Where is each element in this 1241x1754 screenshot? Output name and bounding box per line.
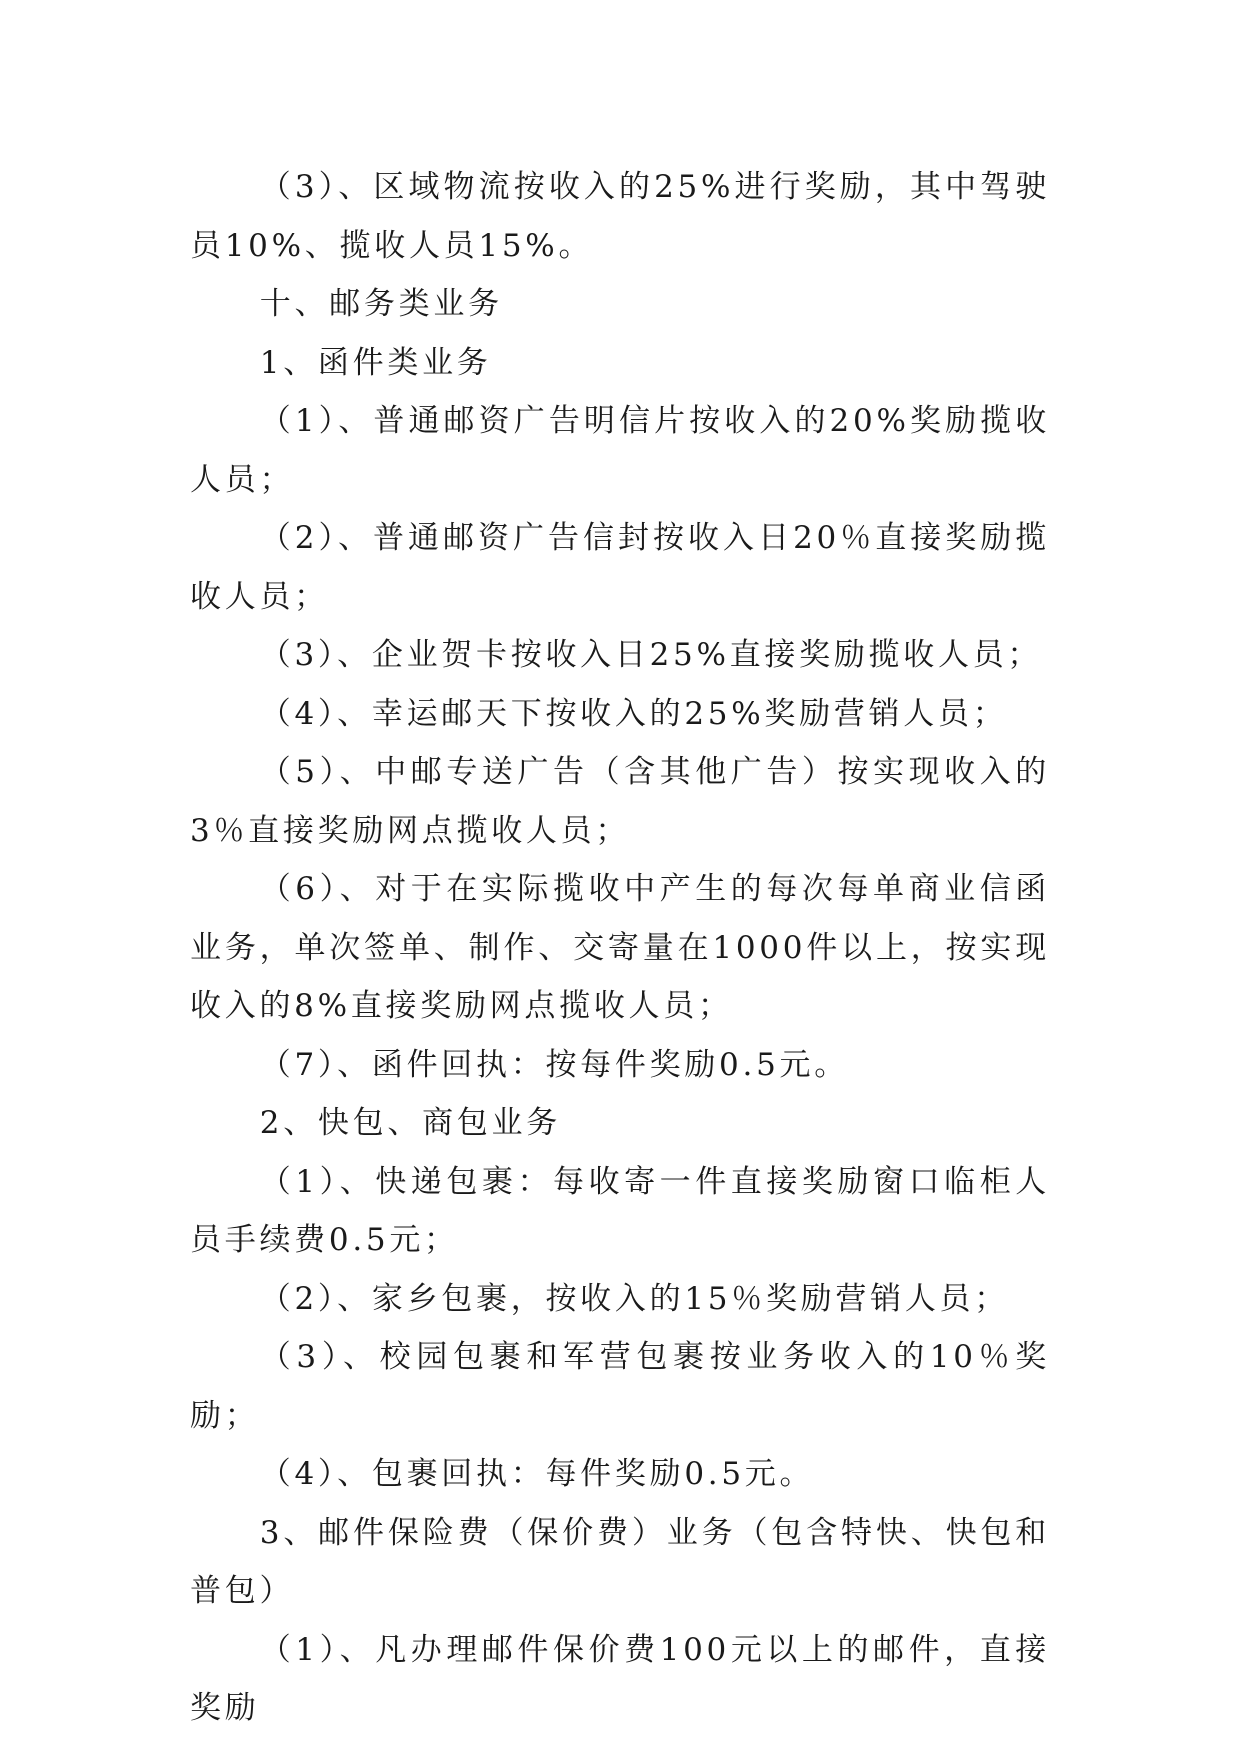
paragraph-item: （1）、快递包裹：每收寄一件直接奖励窗口临柜人员手续费0.5元； (190, 1163, 1050, 1258)
paragraph-item: （2）、普通邮资广告信封按收入日20％直接奖励揽收人员； (190, 520, 1050, 615)
paragraph-item: （1）、普通邮资广告明信片按收入的20%奖励揽收人员； (190, 403, 1050, 498)
paragraph-item: （4）、包裹回执：每件奖励0.5元。 (259, 1456, 815, 1492)
paragraph-item: （3）、校园包裹和军营包裹按业务收入的10％奖励； (190, 1339, 1050, 1434)
subsection-heading-insurance-business: 3、邮件保险费（保价费）业务（包含特快、快包和普包） (190, 1514, 1050, 1609)
subsection-heading-letter-business: 1、函件类业务 (259, 344, 492, 381)
section-heading-postal-business: 十、邮务类业务 (259, 286, 503, 322)
paragraph-item: （7）、函件回执：按每件奖励0.5元。 (259, 1046, 849, 1083)
paragraph-item: （4）、幸运邮天下按收入的25%奖励营销人员； (259, 695, 1008, 732)
paragraph-item: （5）、中邮专送广告（含其他广告）按实现收入的3％直接奖励网点揽收人员； (190, 754, 1050, 849)
subsection-heading-parcel-business: 2、快包、商包业务 (259, 1105, 561, 1141)
paragraph-item: （1）、凡办理邮件保价费100元以上的邮件，直接奖励 (190, 1631, 1050, 1726)
paragraph-regional-logistics: （3）、区域物流按收入的25%进行奖励，其中驾驶员10%、揽收人员15%。 (190, 169, 1050, 264)
paragraph-item: （6）、对于在实际揽收中产生的每次每单商业信函业务，单次签单、制作、交寄量在1000件以上，按实现收入的8%直接奖励网点揽收人员； (190, 871, 1050, 1024)
paragraph-item: （2）、家乡包裹，按收入的15％奖励营销人员； (259, 1280, 1009, 1317)
paragraph-item: （3）、企业贺卡按收入日25%直接奖励揽收人员； (259, 637, 1043, 673)
document-body (190, 158, 1050, 1738)
